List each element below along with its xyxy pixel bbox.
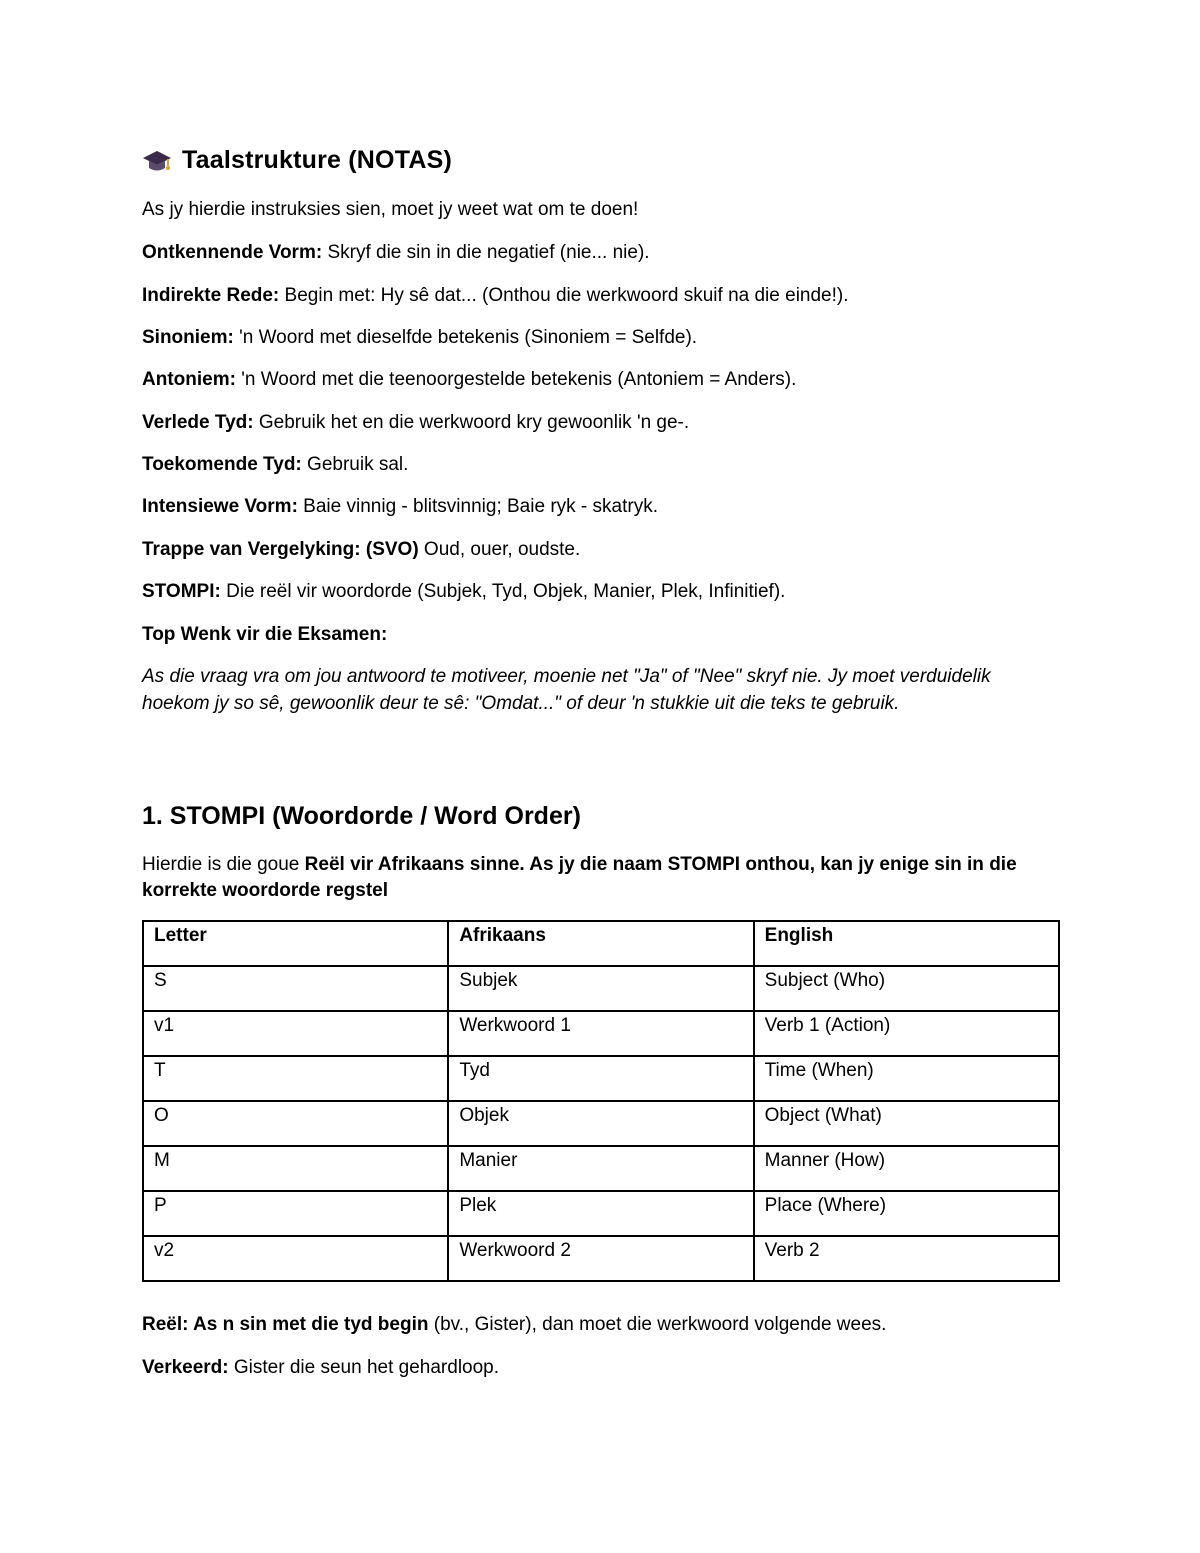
cell-letter: T [143,1056,448,1101]
cell-letter: O [143,1101,448,1146]
cell-english: Verb 2 [754,1236,1059,1281]
cell-afrikaans: Werkwoord 2 [448,1236,753,1281]
cell-afrikaans: Objek [448,1101,753,1146]
cell-english: Time (When) [754,1056,1059,1101]
rule-verlede-tyd [142,410,689,436]
section-intro [142,852,1052,904]
column-header-letter: Letter [143,921,448,966]
table-row [143,1191,1059,1236]
rule-text: Oud, ouer, oudste. [418,539,581,560]
table-row [143,1011,1059,1056]
rule-term: Ontkennende Vorm: [142,242,323,263]
cell-afrikaans: Werkwoord 1 [448,1011,753,1056]
rule-text: Gebruik sal. [301,454,409,475]
rule-text: Baie vinnig - blitsvinnig; Baie ryk - skatryk. [297,496,658,517]
rule-term: Intensiewe Vorm: [142,496,298,517]
rule-term: Verlede Tyd: [142,412,254,433]
rule-text: Skryf die sin in die negatief (nie... nie). [322,242,650,263]
tip-heading-text: Top Wenk vir die Eksamen: [142,624,388,645]
stompi-table [142,920,1060,1282]
column-header-english: English [754,921,1059,966]
rule-text: Gebruik het en die werkwoord kry gewoonlik 'n ge-. [253,412,690,433]
cell-letter: v2 [143,1236,448,1281]
tip-heading [142,622,387,648]
section-intro-bold: Reël vir Afrikaans sinne. As jy die naam STOMPI onthou, kan jy enige sin in die korrekte woordorde regstel [142,854,1017,901]
table-header-row [143,921,1059,966]
cell-english: Object (What) [754,1101,1059,1146]
cell-afrikaans: Manier [448,1146,753,1191]
rule-sinoniem [142,325,697,351]
intro-line: As jy hierdie instruksies sien, moet jy weet wat om te doen! [142,199,639,220]
graduation-cap-icon [142,147,172,175]
table-row [143,1101,1059,1146]
rule-term: Toekomende Tyd: [142,454,302,475]
rule-text: Die reël vir woordorde (Subjek, Tyd, Objek, Manier, Plek, Infinitief). [220,581,786,602]
rule-term: STOMPI: [142,581,221,602]
cell-letter: M [143,1146,448,1191]
rule-time-first [142,1312,886,1338]
section-heading: 1. STOMPI (Woordorde / Word Order) [142,802,581,830]
cell-english: Verb 1 (Action) [754,1011,1059,1056]
cell-english: Manner (How) [754,1146,1059,1191]
section-intro-plain: Hierdie is die goue [142,854,305,875]
rule-stompi [142,579,785,605]
column-header-afrikaans: Afrikaans [448,921,753,966]
wrong-example-label: Verkeerd: [142,1357,229,1378]
table-row [143,1146,1059,1191]
table-row [143,966,1059,1011]
rule-text: 'n Woord met die teenoorgestelde betekenis (Antoniem = Anders). [235,369,797,390]
cell-letter: P [143,1191,448,1236]
cell-afrikaans: Tyd [448,1056,753,1101]
document-title: Taalstrukture (NOTAS) [182,146,452,174]
rule-toekomende-tyd [142,452,408,478]
rule-term: Sinoniem: [142,327,234,348]
wrong-example-text: Gister die seun het gehardloop. [228,1357,500,1378]
title-row [142,146,452,175]
rule-indirekte-rede [142,283,849,309]
cell-letter: v1 [143,1011,448,1056]
cell-letter: S [143,966,448,1011]
rule-term: Indirekte Rede: [142,285,280,306]
cell-afrikaans: Subjek [448,966,753,1011]
tip-text: As die vraag vra om jou antwoord te motiveer, moenie net "Ja" of "Nee" skryf nie. Jy moet verduidelik hoekom jy so sê, gewoonlik deur te sê: "Omdat..." of deur 'n stukkie uit die teks te gebruik. [142,666,991,714]
rule-intensiewe-vorm [142,494,658,520]
table-row [143,1236,1059,1281]
rule-text: 'n Woord met dieselfde betekenis (Sinoniem = Selfde). [233,327,698,348]
wrong-example [142,1355,499,1381]
table-row [143,1056,1059,1101]
rule-text: Begin met: Hy sê dat... (Onthou die werkwoord skuif na die einde!). [279,285,849,306]
cell-afrikaans: Plek [448,1191,753,1236]
rule-term: Trappe van Vergelyking: (SVO) [142,539,419,560]
rule-time-first-plain: (bv., Gister), dan moet die werkwoord volgende wees. [428,1314,887,1335]
cell-english: Subject (Who) [754,966,1059,1011]
rule-antoniem [142,367,796,393]
cell-english: Place (Where) [754,1191,1059,1236]
rule-time-first-bold: Reël: As n sin met die tyd begin [142,1314,429,1335]
rule-trappe-van-vergelyking [142,537,580,563]
rule-term: Antoniem: [142,369,236,390]
rule-ontkennende-vorm [142,240,650,266]
